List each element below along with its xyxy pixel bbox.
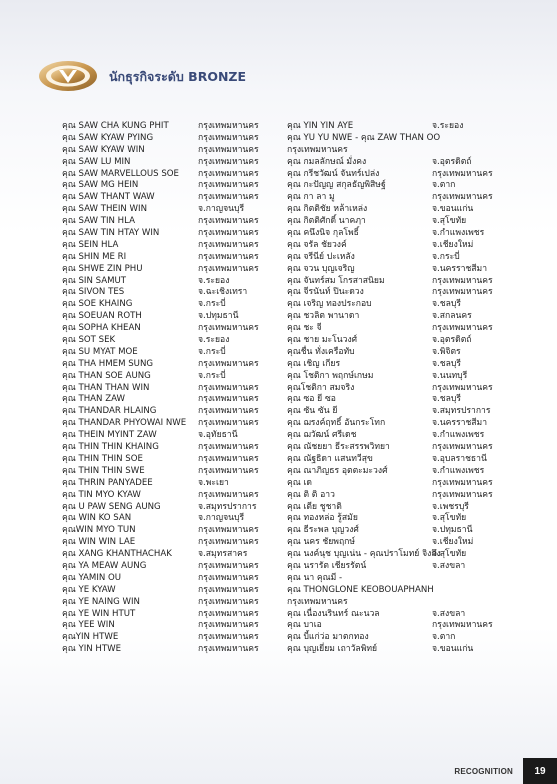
member-name: คุณ YU YU NWE - คุณ ZAW THAN OO — [287, 132, 441, 143]
member-row — [287, 252, 527, 264]
member-province: จ.อุทัยธานี — [198, 430, 238, 441]
member-name: คุณ กิตติชัย หล้าเหล่ง — [287, 204, 368, 215]
member-province: กรุงเทพมหานคร — [198, 382, 259, 393]
member-row — [62, 169, 284, 181]
member-name: คุณ นคร ชัยพฤกษ์ — [287, 537, 356, 548]
member-name: คุณ ทองหล่อ รู้สมัย — [287, 513, 358, 524]
member-row — [287, 276, 527, 288]
member-province: กรุงเทพมหานคร — [198, 632, 259, 643]
member-row — [287, 609, 527, 621]
member-province: จ.กาญจนบุรี — [198, 204, 245, 215]
member-province: จ.ปทุมธานี — [432, 525, 473, 536]
member-province: กรุงเทพมหานคร — [198, 180, 259, 191]
member-province: กรุงเทพมหานคร — [198, 418, 259, 429]
member-name: คุณ บาเอ — [287, 620, 322, 631]
member-province: กรุงเทพมหานคร — [432, 323, 493, 334]
member-row — [287, 383, 527, 395]
member-province: กรุงเทพมหานคร — [432, 287, 493, 298]
member-name: คุณ กรีชวัฒน์ จันทร์เปล่ง — [287, 168, 380, 179]
member-row — [287, 323, 527, 335]
bronze-medal-logo — [37, 56, 103, 94]
member-row — [62, 430, 284, 442]
member-province: จ.นนทบุรี — [432, 370, 468, 381]
member-name: คุณ บี้แก่ว่อ มาตกทอง — [287, 632, 369, 643]
member-province: จ.สงขลา — [432, 608, 466, 619]
member-province: จ.ขอนแก่น — [432, 204, 474, 215]
member-province: กรุงเทพมหานคร — [198, 644, 259, 655]
member-province: จ.นครราชสีมา — [432, 263, 488, 274]
member-row — [287, 502, 527, 514]
member-province: กรุงเทพมหานคร — [198, 596, 259, 607]
member-province: กรุงเทพมหานคร — [198, 358, 259, 369]
member-row — [62, 561, 284, 573]
member-row — [287, 192, 527, 204]
member-row — [62, 335, 284, 347]
member-row — [62, 632, 284, 644]
member-row — [62, 311, 284, 323]
member-province: จ.เพชรบุรี — [432, 501, 469, 512]
member-province: จ.ชลบุรี — [432, 394, 461, 405]
member-province: จ.กำแพงเพชร — [432, 228, 485, 239]
member-name: คุณ XANG KHANTHACHAK — [62, 549, 172, 560]
member-province: กรุงเทพมหานคร — [198, 132, 259, 143]
member-name: คุณ THANDAR PHYOWAI NWE — [62, 418, 187, 429]
member-row — [287, 454, 527, 466]
member-province: จ.ปทุมธานี — [198, 311, 239, 322]
member-province: กรุงเทพมหานคร — [198, 228, 259, 239]
member-province: กรุงเทพมหานคร — [198, 156, 259, 167]
section-title: นักธุรกิจระดับ BRONZE — [109, 69, 247, 84]
member-name: คุณ YEE WIN — [62, 620, 115, 631]
member-province: จ.นครราชสีมา — [432, 418, 488, 429]
member-row — [62, 252, 284, 264]
member-province: จ.สุโขทัย — [432, 549, 467, 560]
member-province: จ.ฉะเชิงเทรา — [198, 287, 248, 298]
member-province: กรุงเทพมหานคร — [198, 572, 259, 583]
member-row — [287, 466, 527, 478]
member-name: คุณ SAW CHA KUNG PHIT — [62, 121, 169, 131]
member-row — [287, 490, 527, 502]
member-row — [62, 394, 284, 406]
member-province: จ.กำแพงเพชร — [432, 430, 485, 441]
member-province: จ.สมุทรปราการ — [432, 406, 491, 417]
member-name: คุณ ติ ติ อาว — [287, 489, 335, 500]
member-row — [287, 573, 527, 585]
member-list-left — [62, 121, 284, 656]
member-name: คุณ คนึงนิจ กุลโพธิ์ — [287, 228, 359, 239]
member-row — [287, 525, 527, 537]
member-province: กรุงเทพมหานคร — [432, 489, 493, 500]
member-name: คุณ กา ลา มู — [287, 192, 335, 203]
member-name: คุณ SAW KYAW WIN — [62, 144, 145, 155]
member-row — [287, 513, 527, 525]
member-row — [62, 180, 284, 192]
member-name: คุณ YIN HTWE — [62, 644, 122, 655]
member-province: จ.เชียงใหม่ — [432, 537, 474, 548]
member-row — [287, 359, 527, 371]
member-row — [62, 525, 284, 537]
member-province: กรุงเทพมหานคร — [432, 192, 493, 203]
member-row — [287, 121, 527, 133]
member-row — [62, 644, 284, 656]
member-name: คุณ ธีระพล บุญวงศ์ — [287, 525, 359, 536]
member-province: จ.ชลบุรี — [432, 358, 461, 369]
member-name: คุณ SAW TIN HLA — [62, 216, 135, 227]
member-name: คุณ THRIN PANYADEE — [62, 477, 153, 488]
member-name: คุณ นรารัต เชียรรัตน์ — [287, 560, 367, 571]
member-name: คุณ SAW MARVELLOUS SOE — [62, 168, 179, 179]
member-name: คุณ YA MEAW AUNG — [62, 560, 147, 571]
member-row — [287, 644, 527, 656]
member-province: จ.สงขลา — [432, 560, 466, 571]
member-row — [62, 549, 284, 561]
member-province: กรุงเทพมหานคร — [198, 465, 259, 476]
member-row — [62, 264, 284, 276]
member-row — [287, 157, 527, 169]
member-name: คุณ ซัน ซัน ยี — [287, 406, 338, 417]
member-name: คุณ กมลลักษณ์ มั่งคง — [287, 156, 367, 167]
member-name: คุณโชติกา สมจริง — [287, 382, 355, 393]
member-name: คุณ YE WIN HTUT — [62, 608, 136, 619]
member-province: กรุงเทพมหานคร — [198, 560, 259, 571]
member-row — [287, 620, 527, 632]
member-name: คุณ SOE KHAING — [62, 299, 133, 310]
member-province: กรุงเทพมหานคร — [432, 477, 493, 488]
member-name: คุณ THEIN MYINT ZAW — [62, 430, 157, 441]
member-name: คุณ U PAW SENG AUNG — [62, 501, 161, 512]
member-name: คุณ เตีย ชูชาติ — [287, 501, 342, 512]
member-row — [62, 585, 284, 597]
member-row — [62, 121, 284, 133]
member-row — [62, 157, 284, 169]
member-row — [62, 478, 284, 490]
member-row — [287, 394, 527, 406]
member-row — [62, 442, 284, 454]
member-name: คุณYIN HTWE — [62, 632, 119, 643]
member-name: คุณ SOPHA KHEAN — [62, 323, 141, 334]
member-name: คุณWIN MYO TUN — [62, 525, 136, 536]
member-province: จ.พะเยา — [198, 477, 229, 488]
member-name: คุณ SAW TIN HTAY WIN — [62, 228, 160, 239]
member-row — [62, 418, 284, 430]
member-province: จ.สุโขทัย — [432, 216, 467, 227]
member-row — [287, 632, 527, 644]
member-name: คุณ THIN THIN KHAING — [62, 442, 159, 453]
member-name: คุณ SOEUAN ROTH — [62, 311, 142, 322]
member-province: จ.กระบี่ — [198, 346, 226, 357]
member-name: คุณ YE NAING WIN — [62, 596, 140, 607]
member-row — [287, 169, 527, 181]
page-footer — [454, 758, 557, 784]
member-row — [62, 620, 284, 632]
member-province: กรุงเทพมหานคร — [432, 168, 493, 179]
member-list-right — [287, 121, 527, 656]
member-name: คุณชื่น ทั่งเครือทับ — [287, 346, 355, 357]
member-row — [62, 323, 284, 335]
page-number: 19 — [523, 758, 557, 784]
member-province: กรุงเทพมหานคร — [198, 525, 259, 536]
member-row — [287, 145, 527, 157]
member-province: กรุงเทพมหานคร — [198, 394, 259, 405]
member-row — [287, 216, 527, 228]
member-row — [62, 133, 284, 145]
member-province: กรุงเทพมหานคร — [198, 406, 259, 417]
member-row — [287, 430, 527, 442]
member-province: จ.พิจิตร — [432, 346, 461, 357]
member-name: คุณ ฌรงค์ฤทธิ์ อันกระโทก — [287, 418, 386, 429]
member-province: จ.ระยอง — [432, 121, 464, 131]
member-row — [287, 264, 527, 276]
member-name: คุณ SAW MG HEIN — [62, 180, 139, 191]
member-row — [62, 597, 284, 609]
member-name: คุณ ณาภิญธร อุตตะมะวงศ์ — [287, 465, 388, 476]
member-name: คุณ SEIN HLA — [62, 239, 119, 250]
footer-label: RECOGNITION — [454, 766, 513, 776]
section-header — [37, 52, 337, 102]
member-name: คุณ ชวลิต พานาดา — [287, 311, 360, 322]
member-row — [287, 418, 527, 430]
member-row — [287, 180, 527, 192]
member-province: กรุงเทพมหานคร — [198, 323, 259, 334]
member-name: คุณ THANDAR HLAING — [62, 406, 157, 417]
member-name: กรุงเทพมหานคร — [287, 596, 348, 607]
member-province: จ.กาญจนบุรี — [198, 513, 245, 524]
member-province: จ.กำแพงเพชร — [432, 465, 485, 476]
member-row — [62, 216, 284, 228]
member-row — [62, 513, 284, 525]
member-name: คุณ THIN THIN SWE — [62, 465, 145, 476]
member-row — [62, 192, 284, 204]
member-row — [62, 466, 284, 478]
member-province: กรุงเทพมหานคร — [198, 608, 259, 619]
member-province: จ.สมุทรสาคร — [198, 549, 248, 560]
member-row — [287, 335, 527, 347]
member-row — [62, 454, 284, 466]
member-row — [287, 299, 527, 311]
member-name: คุณ SAW KYAW PYING — [62, 132, 154, 143]
member-province: กรุงเทพมหานคร — [198, 537, 259, 548]
member-row — [62, 204, 284, 216]
member-row — [287, 240, 527, 252]
member-name: คุณ SAW THEIN WIN — [62, 204, 148, 215]
member-row — [287, 585, 527, 597]
member-name: คุณ กะปัญญ สกุลธัญพิสิษฐ์ — [287, 180, 386, 191]
member-row — [287, 561, 527, 573]
member-name: คุณ YE KYAW — [62, 584, 116, 595]
member-name: กรุงเทพมหานคร — [287, 144, 348, 155]
member-row — [287, 133, 527, 145]
member-name: คุณ จวน บุญเจริญ — [287, 263, 355, 274]
member-province: จ.ขอนแก่น — [432, 644, 474, 655]
member-province: จ.อุบลราชธานี — [432, 453, 487, 464]
member-row — [62, 347, 284, 359]
member-row — [62, 240, 284, 252]
member-name: คุณ THONGLONE KEOBOUAPHANH — [287, 584, 434, 595]
member-province: จ.เชียงใหม่ — [432, 239, 474, 250]
member-name: คุณ TIN MYO KYAW — [62, 489, 141, 500]
member-row — [287, 311, 527, 323]
member-province: กรุงเทพมหานคร — [198, 168, 259, 179]
member-row — [62, 145, 284, 157]
member-name: คุณ WIN WIN LAE — [62, 537, 136, 548]
member-name: คุณ ซอ ยี ซอ — [287, 394, 336, 405]
member-row — [287, 442, 527, 454]
member-province: จ.ระยอง — [198, 335, 230, 346]
member-row — [62, 573, 284, 585]
member-province: กรุงเทพมหานคร — [198, 121, 259, 131]
member-name: คุณ จรัล ชัยวงค์ — [287, 239, 347, 250]
member-name: คุณ ชาย มะโนวงศ์ — [287, 335, 358, 346]
member-row — [287, 228, 527, 240]
member-province: กรุงเทพมหานคร — [198, 453, 259, 464]
member-name: คุณ ณัชยยา ธีระสรรพวิทยา — [287, 442, 390, 453]
member-name: คุณ SHIN ME RI — [62, 251, 127, 262]
member-name: คุณ โชติกา พฤกษ์เกษม — [287, 370, 374, 381]
member-name: คุณ SU MYAT MOE — [62, 346, 138, 357]
member-name: คุณ นงค์นุช บุญเน่น - คุณปราโมทย์ จิงถึง — [287, 549, 441, 560]
member-province: กรุงเทพมหานคร — [198, 263, 259, 274]
member-name: คุณ จันทร์สม โกรสาสนิยม — [287, 275, 385, 286]
member-row — [62, 502, 284, 514]
member-name: คุณ YIN YIN AYE — [287, 121, 354, 131]
member-province: กรุงเทพมหานคร — [198, 489, 259, 500]
member-province: จ.ระยอง — [198, 275, 230, 286]
member-province: กรุงเทพมหานคร — [198, 239, 259, 250]
member-province: จ.ตาก — [432, 632, 456, 643]
member-name: คุณ ฌวัฒน์ ศรีเดช — [287, 430, 357, 441]
member-row — [287, 549, 527, 561]
member-name: คุณ ชะ จี — [287, 323, 322, 334]
member-row — [287, 478, 527, 490]
member-province: กรุงเทพมหานคร — [198, 144, 259, 155]
member-name: คุณ SAW THANT WAW — [62, 192, 155, 203]
member-row — [62, 406, 284, 418]
member-province: กรุงเทพมหานคร — [432, 382, 493, 393]
member-province: กรุงเทพมหานคร — [198, 192, 259, 203]
member-name: คุณ THAN THAN WIN — [62, 382, 150, 393]
member-name: คุณ บุญเยี่ยม เถาวัลพิทย์ — [287, 644, 378, 655]
member-province: กรุงเทพมหานคร — [198, 584, 259, 595]
member-row — [287, 597, 527, 609]
member-row — [287, 537, 527, 549]
member-name: คุณ THAN SOE AUNG — [62, 370, 151, 381]
member-province: กรุงเทพมหานคร — [432, 275, 493, 286]
member-province: กรุงเทพมหานคร — [198, 216, 259, 227]
member-name: คุณ SOT SEK — [62, 335, 116, 346]
member-name: คุณ SIN SAMUT — [62, 275, 127, 286]
member-name: คุณ จีรนันท์ ปินะดวง — [287, 287, 364, 298]
member-province: จ.อุตรดิตถ์ — [432, 335, 472, 346]
member-name: คุณ เจริญ ทองประกอบ — [287, 299, 372, 310]
member-row — [62, 287, 284, 299]
member-name: คุณ เชิญ เกียร — [287, 358, 341, 369]
member-name: คุณ YAMIN OU — [62, 572, 122, 583]
member-name: คุณ เด — [287, 477, 312, 488]
member-name: คุณ THA HMEM SUNG — [62, 358, 154, 369]
member-province: กรุงเทพมหานคร — [198, 620, 259, 631]
member-name: คุณ นา คุณมี - — [287, 572, 343, 583]
member-row — [287, 371, 527, 383]
member-row — [287, 406, 527, 418]
member-name: คุณ เนื่องนรินทร์ ณะนวล — [287, 608, 380, 619]
member-name: คุณ THIN THIN SOE — [62, 453, 143, 464]
member-province: จ.สมุทรปราการ — [198, 501, 257, 512]
member-row — [62, 383, 284, 395]
member-row — [287, 204, 527, 216]
member-name: คุณ SHWE ZIN PHU — [62, 263, 143, 274]
member-province: กรุงเทพมหานคร — [432, 442, 493, 453]
member-row — [62, 228, 284, 240]
member-row — [62, 359, 284, 371]
member-name: คุณ SAW LU MIN — [62, 156, 131, 167]
member-row — [62, 609, 284, 621]
member-row — [62, 299, 284, 311]
member-name: คุณ THAN ZAW — [62, 394, 125, 405]
member-name: คุณ กิตติศักดิ์ นาคฦา — [287, 216, 366, 227]
member-province: จ.กระบี่ — [432, 251, 460, 262]
member-row — [62, 371, 284, 383]
member-name: คุณ SIVON TES — [62, 287, 125, 298]
member-province: กรุงเทพมหานคร — [432, 620, 493, 631]
member-row — [287, 287, 527, 299]
member-row — [62, 276, 284, 288]
member-row — [62, 490, 284, 502]
member-name: คุณ จรีนีย์ ปะเหลัง — [287, 251, 355, 262]
member-province: จ.อุตรดิตถ์ — [432, 156, 472, 167]
member-province: จ.สุโขทัย — [432, 513, 467, 524]
member-province: จ.ตาก — [432, 180, 456, 191]
member-row — [287, 347, 527, 359]
member-province: กรุงเทพมหานคร — [198, 442, 259, 453]
member-province: จ.กระบี่ — [198, 370, 226, 381]
member-name: คุณ ณัฐธิดา แสนทวีสุข — [287, 453, 373, 464]
member-province: กรุงเทพมหานคร — [198, 251, 259, 262]
member-row — [62, 537, 284, 549]
member-name: คุณ WIN KO SAN — [62, 513, 132, 524]
member-province: จ.ชลบุรี — [432, 299, 461, 310]
member-province: จ.สกลนคร — [432, 311, 472, 322]
member-province: จ.กระบี่ — [198, 299, 226, 310]
